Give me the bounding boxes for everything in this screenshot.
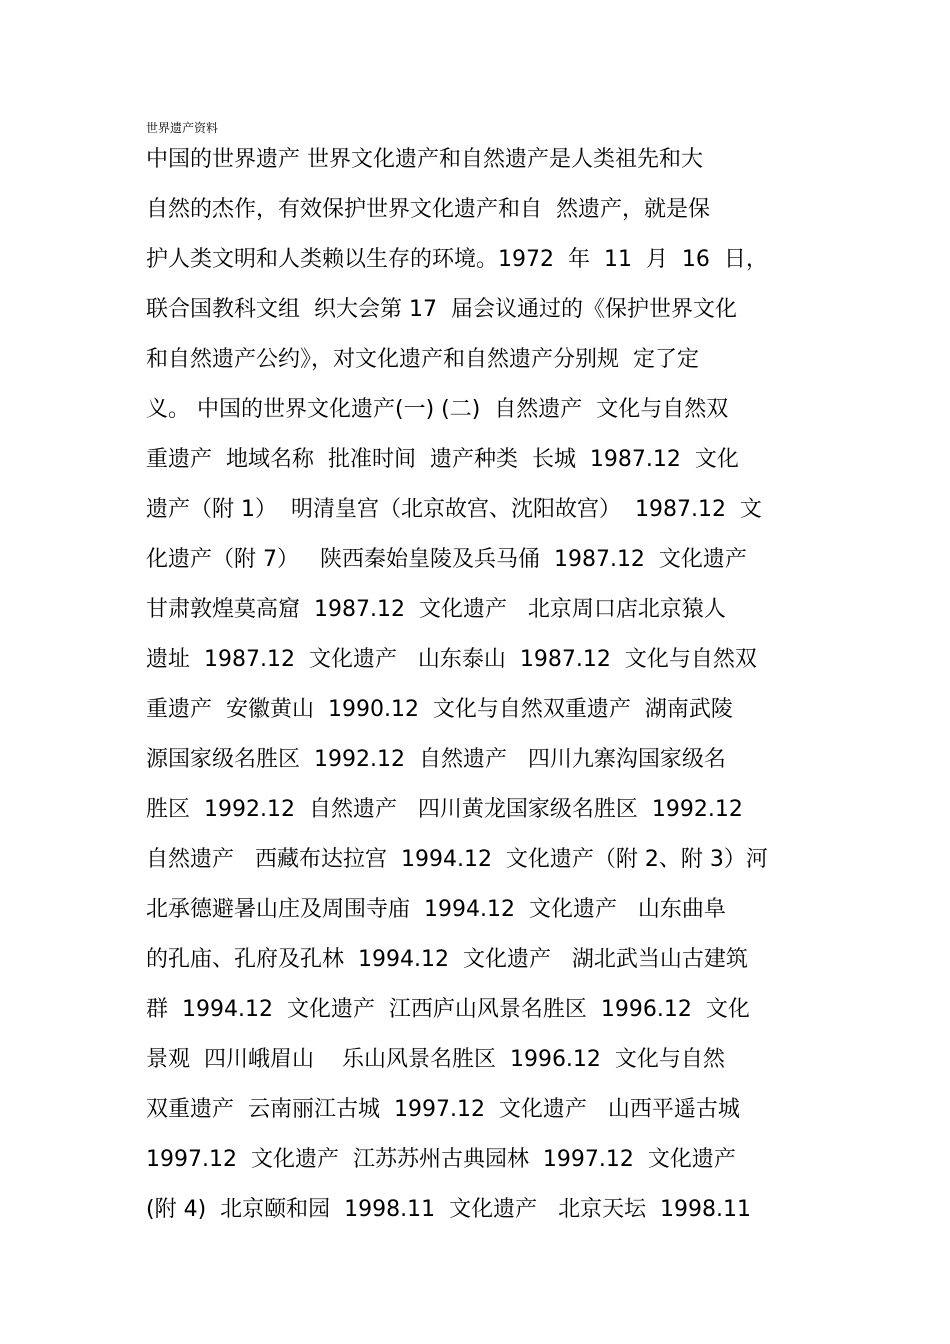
text-line: 甘肃敦煌莫高窟 1987.12 文化遗产 北京周口店北京猿人 (146, 597, 726, 622)
text-line: 化遗产（附 7） 陕西秦始皇陵及兵马俑 1987.12 文化遗产 (146, 547, 747, 572)
text-line: 联合国教科文组 织大会第 17 届会议通过的《保护世界文化 (146, 297, 737, 322)
text-line: 的孔庙、孔府及孔林 1994.12 文化遗产 湖北武当山古建筑 (146, 947, 748, 972)
text-line: 北承德避暑山庄及周围寺庙 1994.12 文化遗产 山东曲阜 (146, 897, 726, 922)
text-line: 护人类文明和人类赖以生存的环境。1972 年 11 月 16 日， (146, 247, 768, 272)
running-header: 世界遗产资料 (146, 121, 219, 135)
text-line: 重遗产 安徽黄山 1990.12 文化与自然双重遗产 湖南武陵 (146, 697, 733, 722)
text-line: 胜区 1992.12 自然遗产 四川黄龙国家级名胜区 1992.12 (146, 797, 743, 822)
text-line: 遗址 1987.12 文化遗产 山东泰山 1987.12 文化与自然双 (146, 647, 757, 672)
text-line: 重遗产 地域名称 批准时间 遗产种类 长城 1987.12 文化 (146, 447, 739, 472)
text-line: 自然遗产 西藏布达拉宫 1994.12 文化遗产（附 2、附 3）河 (146, 847, 768, 872)
text-line: 1997.12 文化遗产 江苏苏州古典园林 1997.12 文化遗产 (146, 1147, 736, 1172)
text-line: 遗产（附 1） 明清皇宫（北京故宫、沈阳故宫） 1987.12 文 (146, 497, 762, 522)
text-line: 自然的杰作，有效保护世界文化遗产和自 然遗产，就是保 (146, 197, 710, 222)
text-line: (附 4) 北京颐和园 1998.11 文化遗产 北京天坛 1998.11 (146, 1197, 752, 1222)
text-line: 群 1994.12 文化遗产 江西庐山风景名胜区 1996.12 文化 (146, 997, 750, 1022)
body-text (146, 136, 816, 1236)
text-line: 景观 四川峨眉山 乐山风景名胜区 1996.12 文化与自然 (146, 1047, 725, 1072)
text-line: 双重遗产 云南丽江古城 1997.12 文化遗产 山西平遥古城 (146, 1097, 740, 1122)
text-line: 源国家级名胜区 1992.12 自然遗产 四川九寨沟国家级名 (146, 747, 726, 772)
text-line: 义。 中国的世界文化遗产(一) (二) 自然遗产 文化与自然双 (146, 397, 729, 422)
text-line: 和自然遗产公约》，对文化遗产和自然遗产分别规 定了定 (146, 347, 699, 372)
text-line: 中国的世界遗产 世界文化遗产和自然遗产是人类祖先和大 (146, 147, 703, 172)
